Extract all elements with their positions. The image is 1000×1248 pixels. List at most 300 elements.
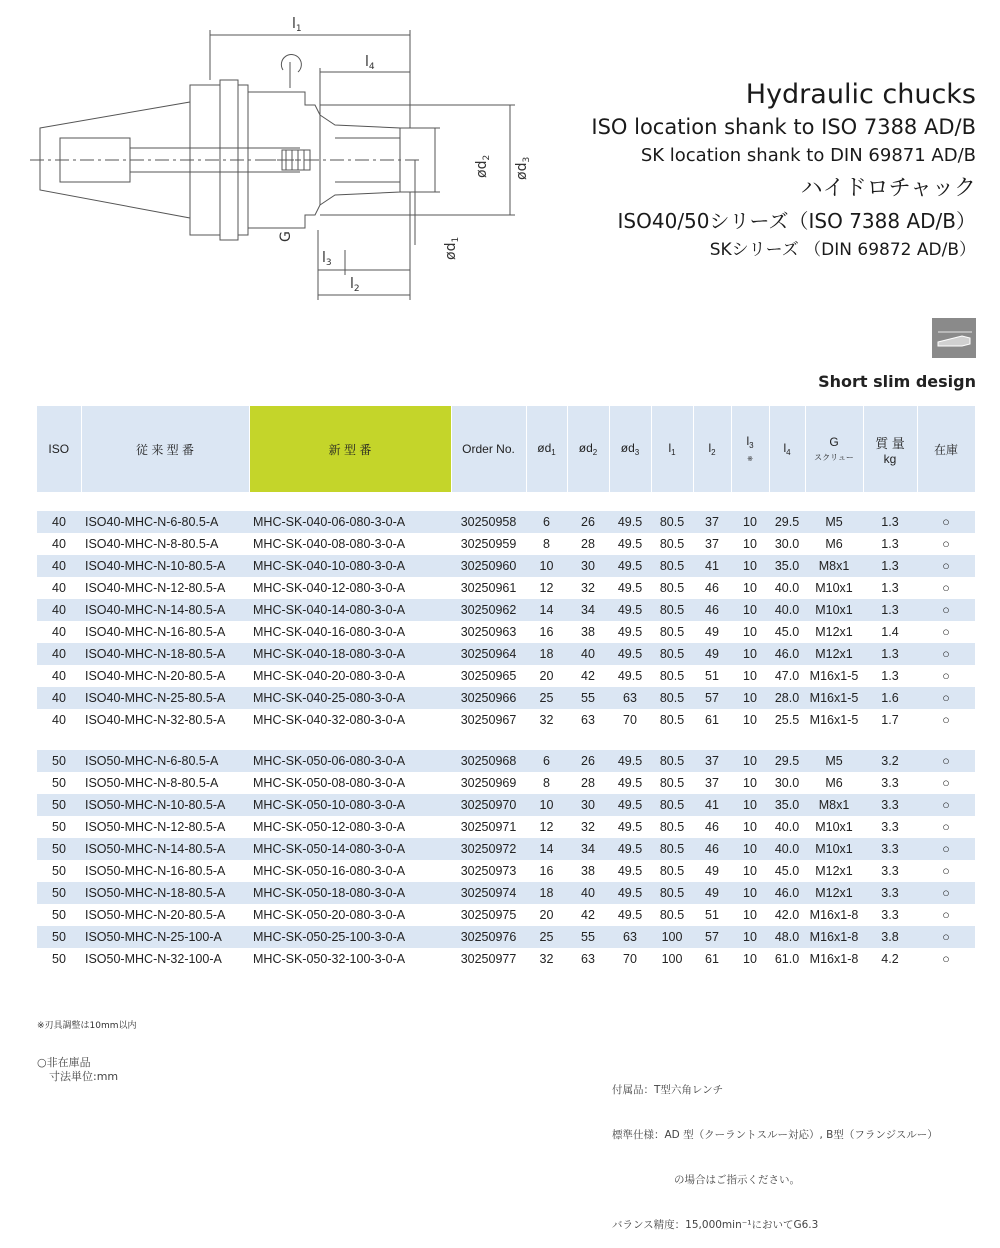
table-cell: 30250977 [451, 948, 526, 970]
table-cell: M12x1 [805, 860, 863, 882]
table-cell: 80.5 [651, 838, 693, 860]
dim-label-l1: $l_1$ [292, 16, 302, 34]
table-cell: 49.5 [609, 577, 651, 599]
table-cell: MHC-SK-040-08-080-3-0-A [249, 533, 451, 555]
table-cell: 10 [731, 904, 769, 926]
subtitle-sk: SK location shank to DIN 69871 AD/B [640, 145, 976, 166]
table-cell: 40 [37, 599, 81, 621]
table-cell: 40.0 [769, 577, 805, 599]
table-cell: 50 [37, 750, 81, 772]
table-cell: 80.5 [651, 687, 693, 709]
table-cell: 14 [526, 838, 567, 860]
table-cell: M8x1 [805, 794, 863, 816]
table-cell: 32 [526, 948, 567, 970]
table-cell: 30250964 [451, 643, 526, 665]
table-cell: 10 [731, 533, 769, 555]
table-row [37, 904, 975, 926]
table-cell: 28 [567, 772, 609, 794]
table-row [37, 772, 975, 794]
table-cell: 40 [37, 709, 81, 731]
col-mass: 質 量 kg [863, 406, 917, 492]
col-g: G スクリュー [805, 406, 863, 492]
table-cell: 20 [526, 904, 567, 926]
chuck-technical-drawing [20, 10, 580, 310]
accessories-note: 付属品：T型六角レンチ [612, 1084, 724, 1096]
table-cell: 49.5 [609, 838, 651, 860]
table-cell: ○ [917, 599, 975, 621]
table-cell: ISO40-MHC-N-18-80.5-A [81, 643, 249, 665]
table-cell: 100 [651, 926, 693, 948]
table-cell: 40 [37, 643, 81, 665]
table-cell: MHC-SK-040-18-080-3-0-A [249, 643, 451, 665]
table-cell: 25 [526, 926, 567, 948]
table-cell: 49.5 [609, 860, 651, 882]
table-cell: 37 [693, 511, 731, 533]
table-cell: ISO50-MHC-N-18-80.5-A [81, 882, 249, 904]
dim-label-g: G [278, 231, 294, 242]
table-cell: 10 [526, 555, 567, 577]
table-cell: 49 [693, 643, 731, 665]
table-cell: 32 [567, 816, 609, 838]
dim-label-l3: $l_3$ [322, 250, 332, 268]
table-cell: 40 [37, 665, 81, 687]
table-cell: M16x1-5 [805, 687, 863, 709]
table-cell: 32 [526, 709, 567, 731]
legend-notes [37, 1056, 118, 1084]
stock-note: ○非在庫品 [37, 1056, 91, 1069]
table-cell: 49.5 [609, 533, 651, 555]
table-cell: 40 [37, 621, 81, 643]
table-cell: 30.0 [769, 533, 805, 555]
table-cell: 61 [693, 948, 731, 970]
table-cell: 37 [693, 772, 731, 794]
col-l4: $l_4$ [769, 406, 805, 492]
table-cell: MHC-SK-050-12-080-3-0-A [249, 816, 451, 838]
table-cell: 49.5 [609, 882, 651, 904]
table-cell: MHC-SK-050-14-080-3-0-A [249, 838, 451, 860]
table-cell: 40.0 [769, 599, 805, 621]
title-block [591, 78, 976, 264]
table-cell: 6 [526, 511, 567, 533]
table-cell: ○ [917, 948, 975, 970]
table-cell: M5 [805, 750, 863, 772]
table-cell: ○ [917, 772, 975, 794]
table-cell: 10 [731, 665, 769, 687]
table-cell: 30250962 [451, 599, 526, 621]
table-cell: 80.5 [651, 904, 693, 926]
table-cell: ○ [917, 750, 975, 772]
table-cell: 49.5 [609, 621, 651, 643]
table-cell: ○ [917, 665, 975, 687]
table-cell: 3.2 [863, 750, 917, 772]
table-cell: 10 [731, 577, 769, 599]
table-cell: 28.0 [769, 687, 805, 709]
table-cell: 10 [526, 794, 567, 816]
footnote: ※刃具調整は10mm以内 [37, 1021, 137, 1031]
col-l3: $l_3$ ※ [731, 406, 769, 492]
table-cell: ISO50-MHC-N-16-80.5-A [81, 860, 249, 882]
table-cell: ○ [917, 555, 975, 577]
subtitle-ja-iso: ISO40/50シリーズ（ISO 7388 AD/B） [617, 209, 976, 233]
table-cell: 30 [567, 555, 609, 577]
table-cell: 29.5 [769, 750, 805, 772]
table-cell: 100 [651, 948, 693, 970]
dim-label-d1: $ød_1$ [443, 236, 461, 260]
table-cell: M10x1 [805, 816, 863, 838]
table-cell: 50 [37, 816, 81, 838]
spacer-cell [37, 492, 975, 511]
table-cell: 10 [731, 687, 769, 709]
table-cell: MHC-SK-040-25-080-3-0-A [249, 687, 451, 709]
table-cell: 14 [526, 599, 567, 621]
table-row [37, 948, 975, 970]
table-cell: 3.3 [863, 882, 917, 904]
table-cell: 38 [567, 621, 609, 643]
table-cell: 1.7 [863, 709, 917, 731]
table-cell: 80.5 [651, 577, 693, 599]
table-row [37, 926, 975, 948]
short-slim-design-label: Short slim design [818, 372, 976, 391]
table-cell: 25 [526, 687, 567, 709]
table-cell: ○ [917, 511, 975, 533]
table-cell: 80.5 [651, 555, 693, 577]
table-cell: 1.3 [863, 599, 917, 621]
table-cell: 30250975 [451, 904, 526, 926]
table-cell: 38 [567, 860, 609, 882]
table-cell: 10 [731, 555, 769, 577]
dim-label-d2: $ød_2$ [474, 154, 492, 178]
table-cell: 3.3 [863, 772, 917, 794]
table-cell: 1.4 [863, 621, 917, 643]
table-cell: 30.0 [769, 772, 805, 794]
table-cell: 26 [567, 750, 609, 772]
table-cell: 46 [693, 816, 731, 838]
table-cell: 1.3 [863, 533, 917, 555]
table-cell: 40 [567, 882, 609, 904]
table-cell: 6 [526, 750, 567, 772]
table-cell: 55 [567, 687, 609, 709]
table-cell: ○ [917, 687, 975, 709]
table-cell: M10x1 [805, 838, 863, 860]
col-d3: $ød_3$ [609, 406, 651, 492]
table-cell: 1.3 [863, 511, 917, 533]
table-cell: 10 [731, 621, 769, 643]
table-cell: MHC-SK-040-16-080-3-0-A [249, 621, 451, 643]
table-cell: MHC-SK-040-12-080-3-0-A [249, 577, 451, 599]
col-d2: $ød_2$ [567, 406, 609, 492]
table-cell: MHC-SK-050-10-080-3-0-A [249, 794, 451, 816]
table-cell: 49 [693, 621, 731, 643]
table-cell: 50 [37, 794, 81, 816]
table-cell: 61 [693, 709, 731, 731]
table-cell: M12x1 [805, 643, 863, 665]
table-cell: ISO40-MHC-N-14-80.5-A [81, 599, 249, 621]
table-cell: 37 [693, 750, 731, 772]
table-cell: 10 [731, 643, 769, 665]
table-cell: 49.5 [609, 511, 651, 533]
table-cell: 50 [37, 772, 81, 794]
table-row [37, 882, 975, 904]
table-cell: ○ [917, 860, 975, 882]
table-cell: M10x1 [805, 599, 863, 621]
table-cell: 50 [37, 860, 81, 882]
table-cell: 61.0 [769, 948, 805, 970]
table-cell: 3.3 [863, 816, 917, 838]
table-cell: 70 [609, 948, 651, 970]
table-cell: M8x1 [805, 555, 863, 577]
table-cell: 63 [567, 948, 609, 970]
col-new-model: 新 型 番 [249, 406, 451, 492]
table-cell: ○ [917, 533, 975, 555]
table-cell: 30250972 [451, 838, 526, 860]
table-cell: 49.5 [609, 816, 651, 838]
table-cell: ISO40-MHC-N-20-80.5-A [81, 665, 249, 687]
table-cell: M12x1 [805, 882, 863, 904]
table-cell: 49 [693, 882, 731, 904]
table-cell: 16 [526, 621, 567, 643]
standard-spec-note: 標準仕様：AD 型（クーラントスルー対応）, B型（フランジスルー） [612, 1129, 938, 1141]
table-cell: 70 [609, 709, 651, 731]
table-cell: ISO40-MHC-N-25-80.5-A [81, 687, 249, 709]
table-cell: MHC-SK-050-20-080-3-0-A [249, 904, 451, 926]
table-cell: 10 [731, 794, 769, 816]
table-cell: 80.5 [651, 860, 693, 882]
table-cell: 20 [526, 665, 567, 687]
table-cell: 41 [693, 555, 731, 577]
table-cell: 30250968 [451, 750, 526, 772]
table-cell: 30250960 [451, 555, 526, 577]
table-cell: 30250959 [451, 533, 526, 555]
subtitle-iso: ISO location shank to ISO 7388 AD/B [591, 115, 976, 139]
table-cell: M16x1-8 [805, 948, 863, 970]
table-cell: 10 [731, 816, 769, 838]
table-cell: M16x1-5 [805, 709, 863, 731]
table-row [37, 599, 975, 621]
table-cell: 1.3 [863, 643, 917, 665]
table-cell: 35.0 [769, 794, 805, 816]
table-cell: 12 [526, 816, 567, 838]
table-cell: 1.6 [863, 687, 917, 709]
table-cell: 3.3 [863, 794, 917, 816]
table-cell: 1.3 [863, 577, 917, 599]
table-cell: M16x1-8 [805, 904, 863, 926]
table-cell: ○ [917, 794, 975, 816]
table-cell: 49.5 [609, 643, 651, 665]
table-cell: 49.5 [609, 772, 651, 794]
table-row [37, 665, 975, 687]
group-spacer [37, 492, 975, 511]
table-cell: 80.5 [651, 794, 693, 816]
table-cell: 49.5 [609, 665, 651, 687]
table-cell: ○ [917, 621, 975, 643]
table-cell: 18 [526, 643, 567, 665]
table-cell: 8 [526, 772, 567, 794]
table-cell: 80.5 [651, 511, 693, 533]
title-en: Hydraulic chucks [745, 79, 976, 110]
subtitle-ja-sk: SKシリーズ （DIN 69872 AD/B） [709, 240, 976, 260]
col-d1: $ød_1$ [526, 406, 567, 492]
dim-label-d3: $ød_3$ [514, 156, 532, 180]
table-cell: 35.0 [769, 555, 805, 577]
table-cell: 49.5 [609, 555, 651, 577]
table-cell: 4.2 [863, 948, 917, 970]
table-cell: 50 [37, 882, 81, 904]
table-cell: 30250976 [451, 926, 526, 948]
col-l1: $l_1$ [651, 406, 693, 492]
table-cell: 29.5 [769, 511, 805, 533]
table-row [37, 643, 975, 665]
table-cell: ISO40-MHC-N-8-80.5-A [81, 533, 249, 555]
table-cell: 57 [693, 926, 731, 948]
table-cell: 10 [731, 838, 769, 860]
table-row [37, 555, 975, 577]
slim-tool-icon [932, 318, 976, 358]
table-row [37, 533, 975, 555]
table-cell: MHC-SK-050-16-080-3-0-A [249, 860, 451, 882]
table-cell: 28 [567, 533, 609, 555]
table-cell: 40 [37, 577, 81, 599]
table-cell: 30250971 [451, 816, 526, 838]
table-cell: 30250969 [451, 772, 526, 794]
table-cell: 47.0 [769, 665, 805, 687]
table-cell: 40 [37, 533, 81, 555]
table-cell: 18 [526, 882, 567, 904]
table-cell: 10 [731, 882, 769, 904]
table-cell: ○ [917, 709, 975, 731]
table-cell: MHC-SK-050-25-100-3-0-A [249, 926, 451, 948]
table-cell: 42 [567, 904, 609, 926]
table-cell: M6 [805, 533, 863, 555]
spacer-cell [37, 731, 975, 750]
table-cell: 48.0 [769, 926, 805, 948]
col-l2: $l_2$ [693, 406, 731, 492]
table-cell: 30250958 [451, 511, 526, 533]
table-cell: ○ [917, 838, 975, 860]
table-cell: ISO50-MHC-N-10-80.5-A [81, 794, 249, 816]
table-cell: 30250970 [451, 794, 526, 816]
table-cell: 34 [567, 599, 609, 621]
balance-note: バランス精度：15,000min⁻¹においてG6.3 [612, 1219, 819, 1231]
table-cell: 50 [37, 838, 81, 860]
table-row [37, 577, 975, 599]
table-cell: 30250965 [451, 665, 526, 687]
col-stock: 在庫 [917, 406, 975, 492]
table-cell: 50 [37, 904, 81, 926]
col-order-no: Order No. [451, 406, 526, 492]
table-cell: 57 [693, 687, 731, 709]
table-cell: 80.5 [651, 665, 693, 687]
table-cell: 3.3 [863, 860, 917, 882]
table-cell: 30250967 [451, 709, 526, 731]
table-cell: 46.0 [769, 643, 805, 665]
table-row [37, 687, 975, 709]
table-cell: ○ [917, 904, 975, 926]
table-cell: 10 [731, 709, 769, 731]
table-cell: 34 [567, 838, 609, 860]
table-cell: MHC-SK-040-10-080-3-0-A [249, 555, 451, 577]
table-cell: ○ [917, 643, 975, 665]
table-cell: 40 [37, 687, 81, 709]
table-cell: 63 [609, 926, 651, 948]
table-cell: 25.5 [769, 709, 805, 731]
table-cell: 3.3 [863, 838, 917, 860]
table-cell: MHC-SK-040-06-080-3-0-A [249, 511, 451, 533]
table-cell: 80.5 [651, 621, 693, 643]
table-cell: ISO50-MHC-N-8-80.5-A [81, 772, 249, 794]
table-cell: 46 [693, 838, 731, 860]
table-cell: 37 [693, 533, 731, 555]
table-cell: ISO40-MHC-N-12-80.5-A [81, 577, 249, 599]
table-cell: 46 [693, 577, 731, 599]
table-cell: 55 [567, 926, 609, 948]
table-cell: MHC-SK-050-08-080-3-0-A [249, 772, 451, 794]
table-cell: 50 [37, 926, 81, 948]
table-cell: 41 [693, 794, 731, 816]
table-cell: ISO50-MHC-N-14-80.5-A [81, 838, 249, 860]
table-cell: 80.5 [651, 709, 693, 731]
table-cell: ISO40-MHC-N-10-80.5-A [81, 555, 249, 577]
table-cell: ○ [917, 926, 975, 948]
table-cell: M5 [805, 511, 863, 533]
group-spacer [37, 731, 975, 750]
table-cell: 12 [526, 577, 567, 599]
table-cell: 49.5 [609, 599, 651, 621]
table-row [37, 621, 975, 643]
dim-label-l4: $l_4$ [365, 54, 375, 72]
spec-notes [612, 1053, 938, 1248]
table-cell: ISO40-MHC-N-16-80.5-A [81, 621, 249, 643]
table-cell: MHC-SK-040-14-080-3-0-A [249, 599, 451, 621]
table-cell: 3.3 [863, 904, 917, 926]
table-cell: 42.0 [769, 904, 805, 926]
table-cell: ○ [917, 577, 975, 599]
table-cell: ○ [917, 816, 975, 838]
table-cell: ISO50-MHC-N-12-80.5-A [81, 816, 249, 838]
table-cell: M6 [805, 772, 863, 794]
table-cell: 40.0 [769, 816, 805, 838]
table-cell: 46.0 [769, 882, 805, 904]
table-cell: 80.5 [651, 882, 693, 904]
title-ja: ハイドロチャック [800, 176, 976, 201]
table-cell: ○ [917, 882, 975, 904]
table-cell: 3.8 [863, 926, 917, 948]
table-cell: 49 [693, 860, 731, 882]
table-cell: MHC-SK-040-20-080-3-0-A [249, 665, 451, 687]
table-header-row [37, 406, 975, 492]
table-cell: 10 [731, 860, 769, 882]
table-cell: 10 [731, 511, 769, 533]
table-cell: 80.5 [651, 772, 693, 794]
table-cell: 8 [526, 533, 567, 555]
table-cell: 10 [731, 750, 769, 772]
table-cell: 80.5 [651, 533, 693, 555]
table-cell: 63 [567, 709, 609, 731]
table-cell: MHC-SK-040-32-080-3-0-A [249, 709, 451, 731]
table-cell: ISO50-MHC-N-25-100-A [81, 926, 249, 948]
table-cell: 46 [693, 599, 731, 621]
table-cell: 26 [567, 511, 609, 533]
table-cell: 30250974 [451, 882, 526, 904]
table-row [37, 816, 975, 838]
table-cell: 45.0 [769, 621, 805, 643]
table-row [37, 860, 975, 882]
table-cell: ISO40-MHC-N-32-80.5-A [81, 709, 249, 731]
table-cell: M12x1 [805, 621, 863, 643]
table-cell: 50 [37, 948, 81, 970]
table-cell: ISO50-MHC-N-20-80.5-A [81, 904, 249, 926]
unit-note: 寸法単位:mm [49, 1070, 119, 1083]
table-cell: 80.5 [651, 816, 693, 838]
